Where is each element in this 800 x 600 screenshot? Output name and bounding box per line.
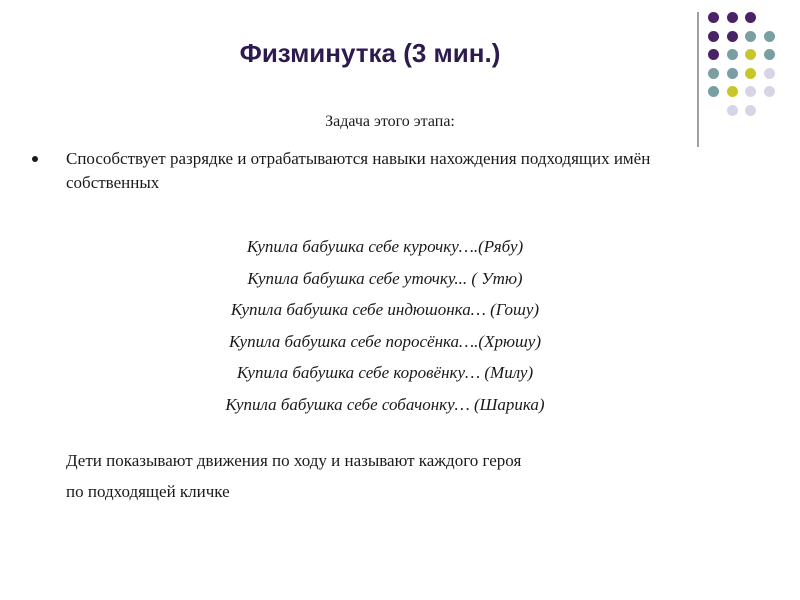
decor-dot — [708, 31, 719, 42]
decor-dot — [727, 49, 738, 60]
decor-dot — [745, 49, 756, 60]
closing-text — [66, 445, 706, 507]
poem-line: Купила бабушка себе курочку….(Рябу) — [246, 237, 524, 256]
decor-dot — [727, 86, 738, 97]
decor-dot — [745, 68, 756, 79]
decor-dot — [764, 49, 775, 60]
decor-dot — [708, 12, 719, 23]
decor-dot — [764, 31, 775, 42]
decor-dot — [745, 12, 756, 23]
decor-dot — [745, 31, 756, 42]
decor-dot — [708, 49, 719, 60]
decor-dot — [745, 86, 756, 97]
slide-title: Физминутка (3 мин.) — [239, 38, 501, 68]
closing-line: Дети показывают движения по ходу и называют каждого героя — [66, 451, 522, 470]
closing-line: по подходящей кличке — [66, 482, 230, 501]
decor-dot — [708, 86, 719, 97]
poem-line: Купила бабушка себе уточку... ( Утю) — [247, 268, 523, 288]
decor-dot — [727, 68, 738, 79]
poem-block — [0, 231, 770, 420]
decor-dot — [727, 12, 738, 23]
poem-line: Купила бабушка себе коровёнку… (Милу) — [236, 363, 534, 382]
bullet-text: Способствует разрядке и отрабатываются навыки нахождения подходящих имён собственных — [66, 149, 651, 192]
bullet-marker — [32, 156, 38, 162]
poem-line: Купила бабушка себе индюшонка… (Гошу) — [230, 300, 540, 319]
decor-dot — [727, 31, 738, 42]
decor-dot — [764, 86, 775, 97]
decor-dot — [764, 68, 775, 79]
decor-dot — [708, 68, 719, 79]
poem-line: Купила бабушка себе поросёнка….(Хрюшу) — [229, 331, 541, 351]
poem-line: Купила бабушка себе собачонку… (Шарика) — [225, 394, 545, 414]
task-heading: Задача этого этапа: — [325, 113, 455, 130]
